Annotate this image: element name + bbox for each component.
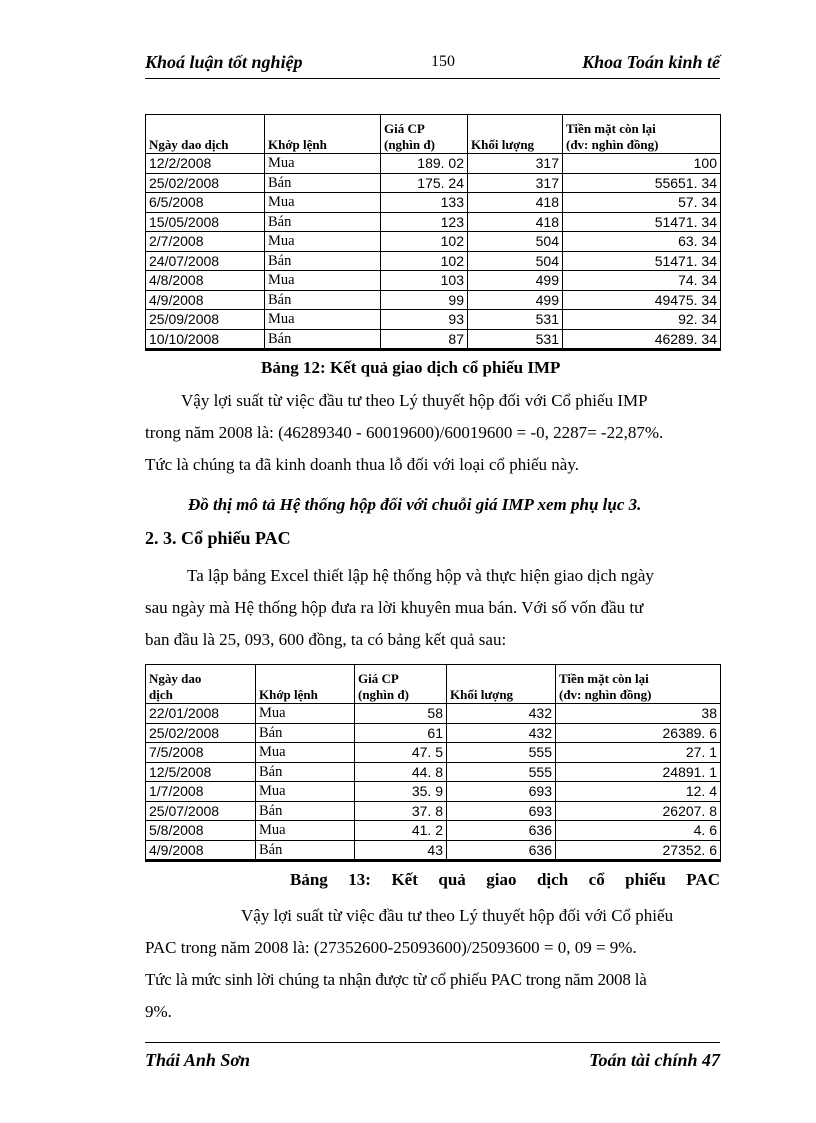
table-cell: 100 [563, 154, 721, 174]
col-header-order: Khớp lệnh [256, 665, 355, 704]
para-line: Vậy lợi suất từ việc đầu tư theo Lý thuyết hộp đối với Cổ phiếu IMP [181, 391, 648, 410]
table-cell: 555 [447, 762, 556, 782]
para-line: Vậy lợi suất từ việc đầu tư theo Lý thuyết hộp đối với Cổ phiếu [241, 906, 674, 925]
table-cell: 102 [381, 232, 468, 252]
table-cell: 4/9/2008 [146, 290, 265, 310]
table-row [146, 290, 721, 310]
table-cell: 74. 34 [563, 271, 721, 291]
col-header-price-line1: Giá CP [358, 671, 399, 686]
table-header-row [146, 665, 721, 704]
table-cell: 10/10/2008 [146, 329, 265, 350]
para-line: Tức là chúng ta đã kinh doanh thua lỗ đối với loại cổ phiếu này. [145, 455, 579, 474]
para-line: 9%. [145, 1002, 172, 1021]
table-cell: Bán [256, 723, 355, 743]
table-cell: 47. 5 [355, 743, 447, 763]
table-cell: 35. 9 [355, 782, 447, 802]
table-row [146, 840, 721, 861]
table-cell: 25/09/2008 [146, 310, 265, 330]
col-header-volume: Khối lượng [447, 665, 556, 704]
table-cell: 41. 2 [355, 821, 447, 841]
table-cell: 51471. 34 [563, 212, 721, 232]
table-cell: 26207. 8 [556, 801, 721, 821]
table-13-caption: Bảng 13: Kết quả giao dịch cổ phiếu PAC [290, 870, 720, 889]
pac-intro-paragraph [145, 560, 720, 656]
table-row [146, 821, 721, 841]
table-row [146, 232, 721, 252]
table-cell: 555 [447, 743, 556, 763]
table-row [146, 329, 721, 350]
table-cell: 133 [381, 193, 468, 213]
table-cell: 12/5/2008 [146, 762, 256, 782]
col-header-cash-line2: (đv: nghìn đồng) [566, 137, 659, 152]
page-number: 150 [431, 53, 455, 70]
table-cell: 317 [468, 154, 563, 174]
col-header-order: Khớp lệnh [265, 115, 381, 154]
table-cell: 27352. 6 [556, 840, 721, 861]
table-row [146, 762, 721, 782]
table-cell: 1/7/2008 [146, 782, 256, 802]
table-row [146, 723, 721, 743]
table-cell: Mua [256, 821, 355, 841]
col-header-price-line1: Giá CP [384, 121, 425, 136]
para-line: Ta lập bảng Excel thiết lập hệ thống hộp và thực hiện giao dịch ngày [187, 566, 654, 585]
col-header-cash [556, 665, 721, 704]
table-cell: 99 [381, 290, 468, 310]
table-cell: 636 [447, 821, 556, 841]
table-cell: 55651. 34 [563, 173, 721, 193]
table-12-caption: Bảng 12: Kết quả giao dịch cổ phiếu IMP [261, 358, 561, 377]
table-cell: 418 [468, 212, 563, 232]
table-cell: 175. 24 [381, 173, 468, 193]
col-header-date-line2: dịch [149, 687, 173, 702]
table-cell: 418 [468, 193, 563, 213]
table-cell: Mua [265, 271, 381, 291]
col-header-volume: Khối lượng [468, 115, 563, 154]
table-cell: 504 [468, 232, 563, 252]
table-cell: 432 [447, 704, 556, 724]
footer-class: Toán tài chính 47 [589, 1050, 720, 1070]
col-header-cash [563, 115, 721, 154]
table-cell: 693 [447, 801, 556, 821]
col-header-cash-line1: Tiền mặt còn lại [559, 671, 649, 686]
footer-author: Thái Anh Sơn [145, 1050, 251, 1070]
table-row [146, 782, 721, 802]
imp-trade-table [145, 114, 721, 351]
table-cell: Mua [256, 743, 355, 763]
table-cell: 43 [355, 840, 447, 861]
table-cell: 44. 8 [355, 762, 447, 782]
table-cell: 61 [355, 723, 447, 743]
table-cell: 102 [381, 251, 468, 271]
table-row [146, 173, 721, 193]
para-line: Tức là mức sinh lời chúng ta nhận được từ cổ phiếu PAC trong năm 2008 là [145, 970, 647, 989]
table-cell: 504 [468, 251, 563, 271]
table-cell: Bán [256, 801, 355, 821]
table-cell: 499 [468, 290, 563, 310]
table-cell: Bán [256, 762, 355, 782]
table-cell: Mua [265, 154, 381, 174]
table-cell: 49475. 34 [563, 290, 721, 310]
para-line: ban đầu là 25, 093, 600 đồng, ta có bảng kết quả sau: [145, 630, 507, 649]
table-row [146, 704, 721, 724]
table-row [146, 154, 721, 174]
table-row [146, 271, 721, 291]
table-row [146, 193, 721, 213]
table-row [146, 310, 721, 330]
table-cell: 22/01/2008 [146, 704, 256, 724]
table-cell: 123 [381, 212, 468, 232]
table-cell: 25/02/2008 [146, 723, 256, 743]
table-cell: 4/9/2008 [146, 840, 256, 861]
page-footer [145, 1050, 720, 1074]
table-cell: 5/8/2008 [146, 821, 256, 841]
table-cell: 51471. 34 [563, 251, 721, 271]
table-cell: 4. 6 [556, 821, 721, 841]
graph-reference-note: Đồ thị mô tả Hệ thống hộp đối với chuỗi giá IMP xem phụ lục 3. [188, 495, 642, 514]
table-cell: 26389. 6 [556, 723, 721, 743]
table-cell: 531 [468, 310, 563, 330]
col-header-date [146, 665, 256, 704]
table-cell: 15/05/2008 [146, 212, 265, 232]
table-cell: 432 [447, 723, 556, 743]
para-line: sau ngày mà Hệ thống hộp đưa ra lời khuyên mua bán. Với số vốn đầu tư [145, 598, 644, 617]
table-cell: Bán [265, 212, 381, 232]
table-cell: Mua [265, 310, 381, 330]
table-header-row [146, 115, 721, 154]
table-cell: 6/5/2008 [146, 193, 265, 213]
table-cell: Bán [265, 290, 381, 310]
table-cell: 38 [556, 704, 721, 724]
col-header-price [381, 115, 468, 154]
table-cell: 27. 1 [556, 743, 721, 763]
table-cell: 24/07/2008 [146, 251, 265, 271]
imp-conclusion-paragraph [145, 385, 720, 481]
header-rule [145, 78, 720, 79]
table-cell: 46289. 34 [563, 329, 721, 350]
table-cell: 189. 02 [381, 154, 468, 174]
table-cell: 531 [468, 329, 563, 350]
table-cell: Bán [265, 329, 381, 350]
table-cell: Bán [256, 840, 355, 861]
header-thesis-title: Khoá luận tốt nghiệp [145, 52, 303, 72]
table-cell: Bán [265, 251, 381, 271]
col-header-date: Ngày dao dịch [146, 115, 265, 154]
table-cell: 87 [381, 329, 468, 350]
table-cell: Mua [256, 782, 355, 802]
table-row [146, 801, 721, 821]
footer-rule [145, 1042, 720, 1043]
table-cell: 57. 34 [563, 193, 721, 213]
table-cell: Bán [265, 173, 381, 193]
col-header-price [355, 665, 447, 704]
table-cell: Mua [265, 232, 381, 252]
table-cell: 2/7/2008 [146, 232, 265, 252]
section-title: 2. 3. Cổ phiếu PAC [145, 528, 291, 548]
col-header-cash-line1: Tiền mặt còn lại [566, 121, 656, 136]
col-header-cash-line2: (đv: nghìn đồng) [559, 687, 652, 702]
table-row [146, 743, 721, 763]
table-cell: 93 [381, 310, 468, 330]
table-cell: 12. 4 [556, 782, 721, 802]
table-cell: Mua [265, 193, 381, 213]
para-line: PAC trong năm 2008 là: (27352600-25093600)/25093600 = 0, 09 = 9%. [145, 938, 637, 957]
table-cell: Mua [256, 704, 355, 724]
table-row [146, 251, 721, 271]
table-cell: 92. 34 [563, 310, 721, 330]
table-cell: 103 [381, 271, 468, 291]
table-cell: 25/07/2008 [146, 801, 256, 821]
table-cell: 7/5/2008 [146, 743, 256, 763]
pac-conclusion-paragraph [145, 900, 720, 1028]
table-cell: 317 [468, 173, 563, 193]
table-cell: 25/02/2008 [146, 173, 265, 193]
table-cell: 12/2/2008 [146, 154, 265, 174]
col-header-price-line2: (nghìn đ) [358, 687, 409, 702]
page-header [145, 50, 720, 76]
table-cell: 24891. 1 [556, 762, 721, 782]
table-cell: 63. 34 [563, 232, 721, 252]
table-cell: 58 [355, 704, 447, 724]
table-cell: 4/8/2008 [146, 271, 265, 291]
table-cell: 636 [447, 840, 556, 861]
header-faculty: Khoa Toán kinh tế [582, 52, 720, 72]
col-header-date-line1: Ngày dao [149, 671, 202, 686]
pac-trade-table [145, 664, 721, 862]
table-cell: 499 [468, 271, 563, 291]
col-header-price-line2: (nghìn đ) [384, 137, 435, 152]
table-cell: 37. 8 [355, 801, 447, 821]
table-cell: 693 [447, 782, 556, 802]
table-row [146, 212, 721, 232]
para-line: trong năm 2008 là: (46289340 - 60019600)/60019600 = -0, 2287= -22,87%. [145, 423, 664, 442]
